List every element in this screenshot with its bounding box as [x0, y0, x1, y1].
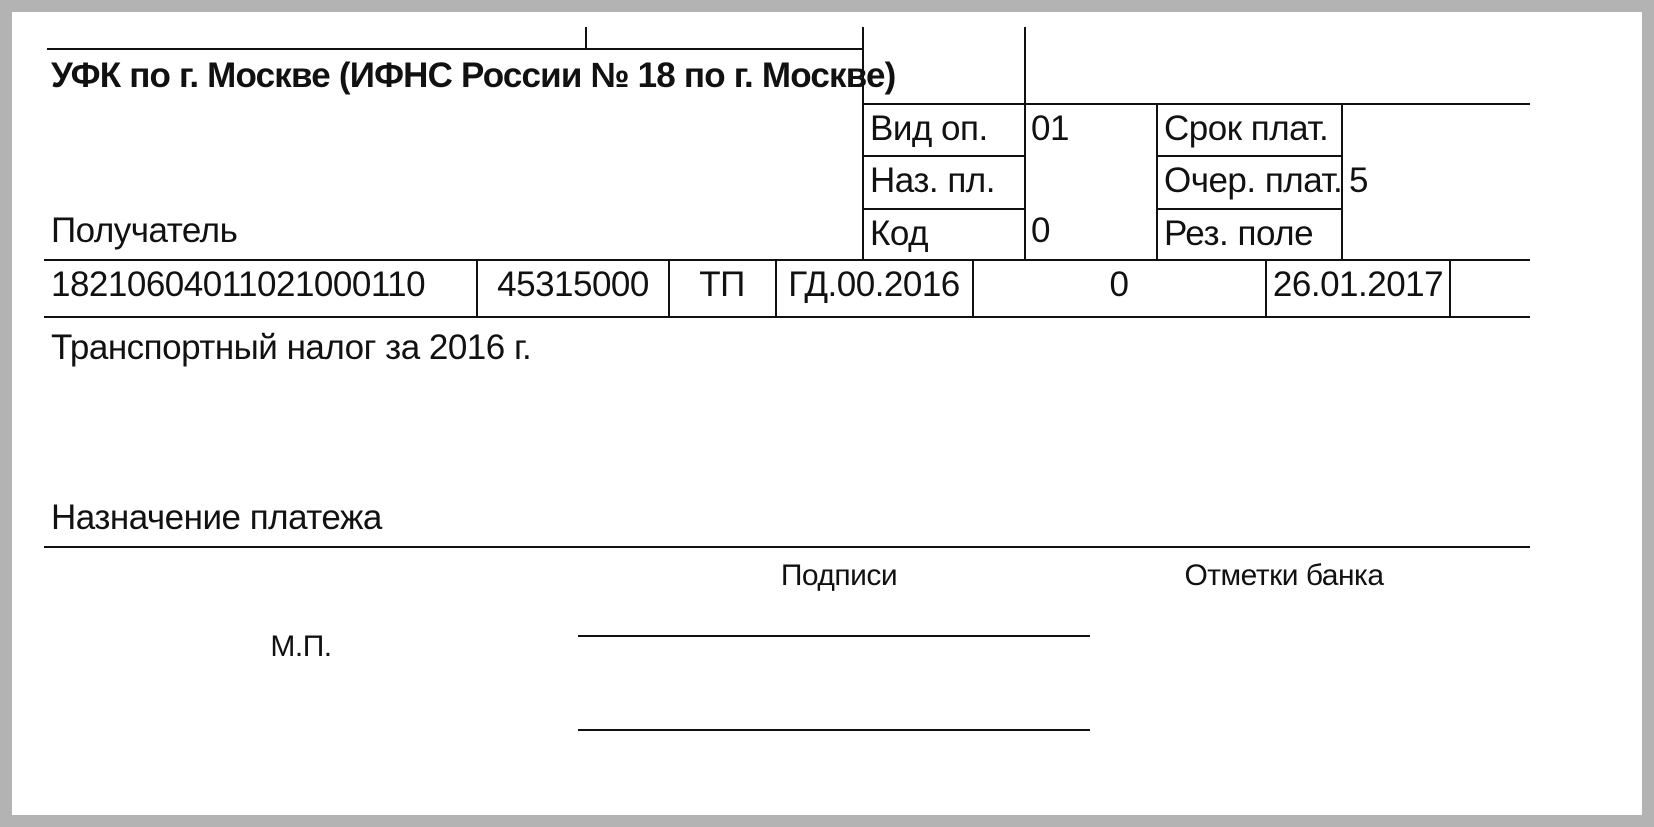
codes-row-rule-3 — [1156, 155, 1341, 157]
signature-line-1 — [578, 635, 1090, 637]
kbk-code: 18210604011021000110 — [51, 265, 426, 304]
tax-row-bottom-rule — [44, 316, 1530, 318]
recipient-name: УФК по г. Москве (ИФНС России № 18 по г. Москве) — [51, 56, 896, 95]
payment-order-sheet — [12, 12, 1642, 815]
recipient-label: Получатель — [51, 211, 238, 250]
tax-row-divider-2 — [668, 259, 670, 317]
codes-top-rule — [862, 103, 1530, 105]
stamp-label: М.П. — [270, 630, 332, 663]
tax-row-divider-5 — [1265, 259, 1267, 317]
purpose-label: Назначение платежа — [51, 498, 382, 537]
codes-row-rule-2 — [862, 208, 1024, 210]
srok-plat-label: Срок плат. — [1164, 109, 1329, 148]
codes-row-rule-1 — [862, 155, 1024, 157]
tax-row-divider-3 — [775, 259, 777, 317]
tax-row-divider-1 — [476, 259, 478, 317]
purpose-text: Транспортный налог за 2016 г. — [51, 328, 532, 367]
oktmo-code: 45315000 — [497, 265, 649, 304]
purpose-bottom-rule — [44, 546, 1530, 548]
tax-row-divider-6 — [1449, 259, 1451, 317]
top-divider — [585, 27, 587, 49]
kod-label: Код — [870, 214, 929, 253]
vid-op-value: 01 — [1031, 109, 1069, 148]
signature-line-2 — [578, 729, 1090, 731]
naz-pl-label: Наз. пл. — [870, 161, 995, 200]
signatures-label: Подписи — [780, 559, 898, 592]
codes-middle-border — [1024, 27, 1026, 261]
codes-row-rule-4 — [1156, 208, 1341, 210]
kod-value: 0 — [1031, 211, 1050, 250]
codes-right-label-left-border — [1156, 103, 1158, 261]
ocher-plat-value: 5 — [1349, 161, 1368, 200]
bank-marks-label: Отметки банка — [1184, 559, 1384, 592]
vid-op-label: Вид оп. — [870, 109, 988, 148]
top-left-rule — [47, 48, 863, 50]
rez-pole-label: Рез. поле — [1164, 214, 1314, 253]
payment-basis: ТП — [699, 265, 745, 304]
tax-row-divider-4 — [972, 259, 974, 317]
tax-row-top-rule — [44, 259, 1530, 261]
ocher-plat-label: Очер. плат. — [1164, 161, 1343, 200]
document-number: 0 — [1109, 265, 1129, 304]
document-date: 26.01.2017 — [1272, 265, 1444, 304]
tax-period: ГД.00.2016 — [788, 265, 960, 304]
